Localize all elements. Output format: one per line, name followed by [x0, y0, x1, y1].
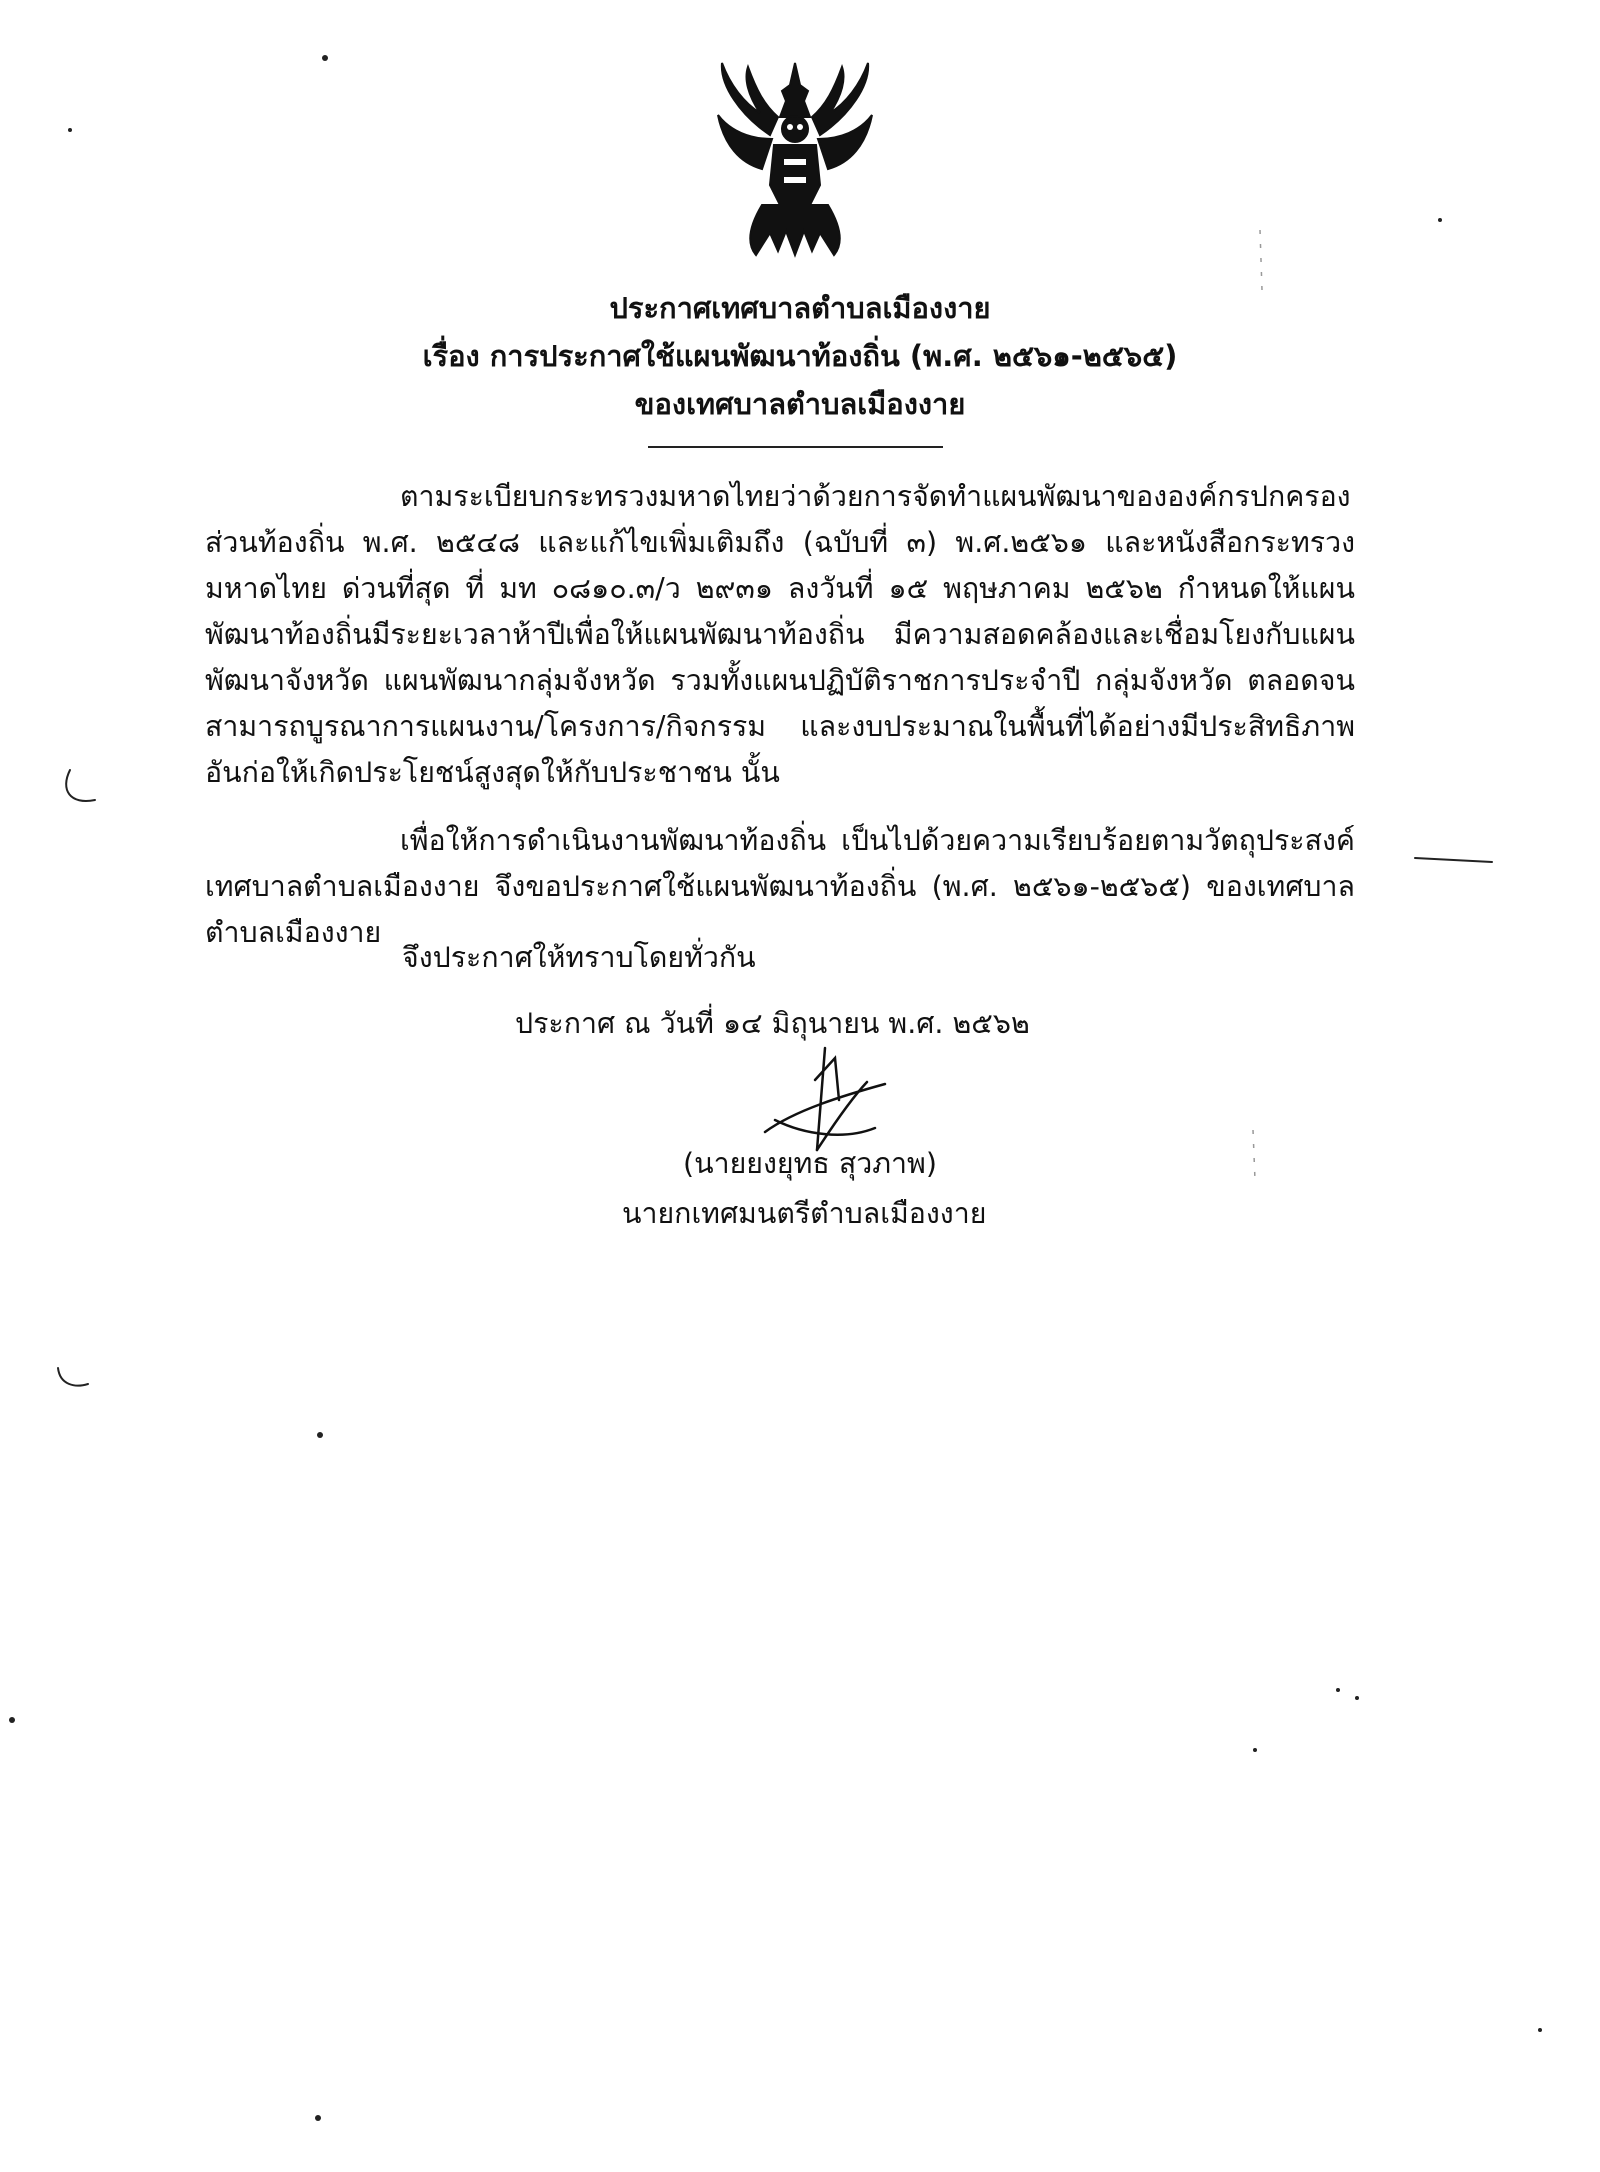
announcement-title: ประกาศเทศบาลตำบลเมืองงาย	[609, 291, 991, 325]
closing-statement: จึงประกาศให้ทราบโดยทั่วกัน	[402, 941, 756, 974]
body-paragraph-1: ตามระเบียบกระทรวงมหาดไทยว่าด้วยการจัดทำแผนพัฒนาขององค์กรปกครองส่วนท้องถิ่น พ.ศ. ๒๕๔๘ และแก้ไขเพิ่มเติมถึง (ฉบับที่ ๓) พ.ศ.๒๕๖๑ และหนังสือกระทรวงมหาดไทย ด่วนที่สุด ที่ มท ๐๘๑๐.๓/ว ๒๙๓๑ ลงวันที่ ๑๕ พฤษภาคม ๒๕๖๒ กำหนดให้แผนพัฒนาท้องถิ่นมีระยะเวลาห้าปีเพื่อให้แผนพัฒนาท้องถิ่น มีความสอดคล้องและเชื่อมโยงกับแผนพัฒนาจังหวัด แผนพัฒนากลุ่มจังหวัด รวมทั้งแผนปฏิบัติราชการประจำปี กลุ่มจังหวัด ตลอดจนสามารถบูรณาการแผนงาน/โครงการ/กิจกรรม และงบประมาณในพื้นที่ได้อย่างมีประสิทธิภาพ อันก่อให้เกิดประโยชน์สูงสุดให้กับประชาชน นั้น	[205, 480, 1355, 789]
announcement-issuer: ของเทศบาลตำบลเมืองงาย	[634, 387, 966, 421]
body-paragraph-2: เพื่อให้การดำเนินงานพัฒนาท้องถิ่น เป็นไปด้วยความเรียบร้อยตามวัตถุประสงค์ เทศบาลตำบลเมืองงาย จึงขอประกาศใช้แผนพัฒนาท้องถิ่น (พ.ศ. ๒๕๖๑-๒๕๖๕) ของเทศบาลตำบลเมืองงาย	[205, 824, 1355, 949]
signer-name: (นายยงยุทธ สุวภาพ)	[683, 1147, 937, 1180]
garuda-emblem-icon	[700, 55, 890, 265]
announcement-date: ประกาศ ณ วันที่ ๑๔ มิถุนายน พ.ศ. ๒๕๖๒	[515, 1007, 1030, 1040]
signer-title: นายกเทศมนตรีตำบลเมืองงาย	[622, 1197, 987, 1230]
title-divider	[648, 446, 943, 448]
announcement-subject: เรื่อง การประกาศใช้แผนพัฒนาท้องถิ่น (พ.ศ. ๒๕๖๑-๒๕๖๕)	[422, 339, 1178, 373]
